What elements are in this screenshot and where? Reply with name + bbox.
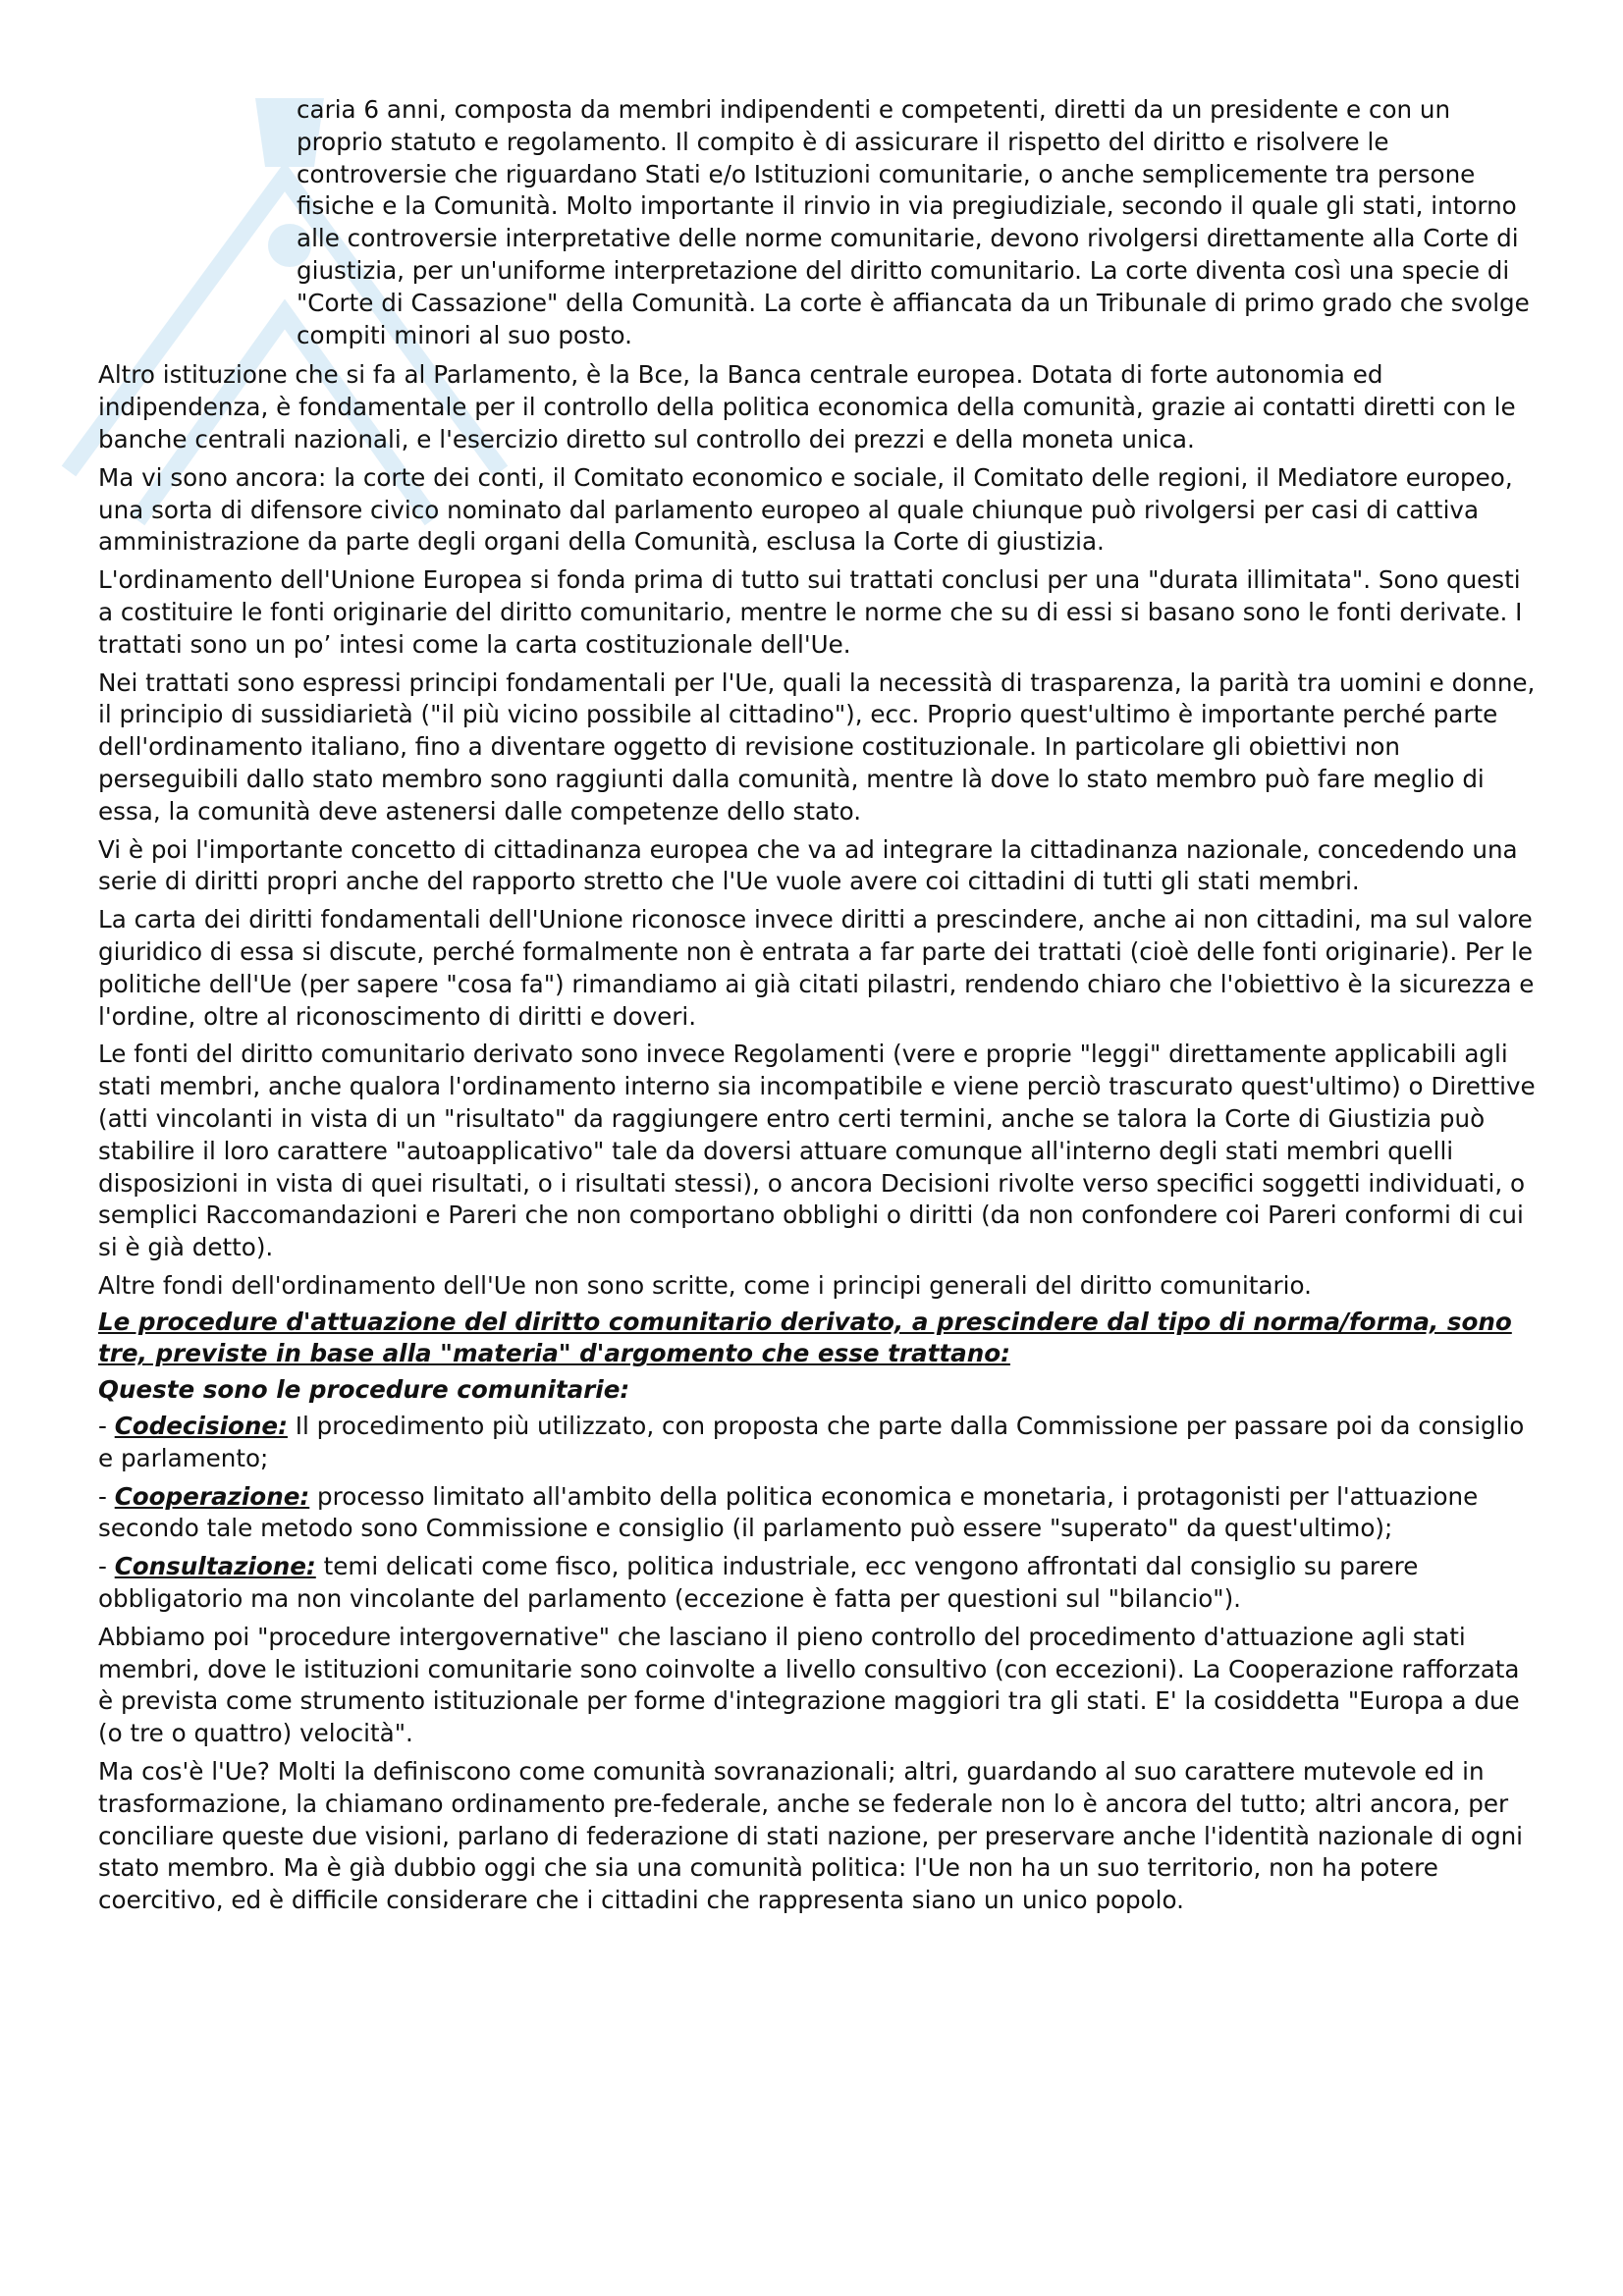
list-item-cooperazione <box>98 1481 1542 1546</box>
text-cooperazione: processo limitato all'ambito della politica economica e monetaria, i protagonisti per l'attuazione secondo tale metodo sono Commissione e consiglio (il parlamento può essere "superato" da quest'ultimo); <box>98 1481 1479 1543</box>
list-item-codecisione <box>98 1411 1542 1475</box>
paragraph-fonti-derivate: Le fonti del diritto comunitario derivato sono invece Regolamenti (vere e proprie "leggi" direttamente applicabili agli stati membri, anche qualora l'ordinamento interno sia incompatibile e viene perciò trascurato quest'ultimo) o Direttive (atti vincolanti in vista di un "risultato" da raggiungere entro certi termini, anche se talora la Corte di Giustizia può stabilire il loro carattere "autoapplicativo" tale da doversi attuare comunque all'interno degli stati membri quelli disposizioni in vista di quei risultati, o i risultati stessi), o ancora Decisioni rivolte verso specifici soggetti individuati, o semplici Raccomandazioni e Pareri che non comportano obblighi o diritti (da non confondere coi Pareri conformi di cui si è già detto). <box>98 1040 1536 1262</box>
text-consultazione: temi delicati come fisco, politica industriale, ecc vengono affrontati dal consiglio su parere obbligatorio ma non vincolante del parlamento (eccezione è fatta per questioni sul "bilancio"). <box>98 1552 1419 1614</box>
paragraph-fonti-non-scritte: Altre fondi dell'ordinamento dell'Ue non sono scritte, come i principi generali del diritto comunitario. <box>98 1270 1312 1300</box>
list-dash: - <box>98 1412 115 1441</box>
paragraph-ordinamento: L'ordinamento dell'Unione Europea si fonda prima di tutto sui trattati conclusi per una "durata illimitata". Sono questi a costituire le fonti originarie del diritto comunitario, mentre le norme che su di essi si basano sono le fonti derivate. I trattati sono un po’ intesi come la carta costituzionale dell'Ue. <box>98 565 1523 659</box>
list-item-consultazione <box>98 1551 1542 1616</box>
text-codecisione: Il procedimento più utilizzato, con proposta che parte dalla Commissione per passare poi da consiglio e parlamento; <box>98 1412 1525 1472</box>
list-dash: - <box>98 1552 115 1581</box>
paragraph-carta-diritti: La carta dei diritti fondamentali dell'Unione riconosce invece diritti a prescindere, anche ai non cittadini, ma sul valore giuridico di essa si discute, perché formalmente non è entrata a far parte dei trattati (cioè delle fonti originarie). Per le politiche dell'Ue (per sapere "cosa fa") rimandiamo ai già citati pilastri, rendendo chiaro che l'obiettivo è la sicurezza e l'ordine, oltre al riconoscimento di diritti e doveri. <box>98 905 1535 1031</box>
term-cooperazione: Cooperazione: <box>114 1481 310 1511</box>
paragraph-corte-giustizia: caria 6 anni, composta da membri indipendenti e competenti, diretti da un presidente e con un proprio statuto e regolamento. Il compito è di assicurare il rispetto del diritto e risolvere le controversie che riguardano Stati e/o Istituzioni comunitarie, o anche semplicemente tra persone fisiche e la Comunità. Molto importante il rinvio in via pregiudiziale, secondo il quale gli stati, intorno alle controversie interpretative delle norme comunitarie, devono rivolgersi direttamente alla Corte di giustizia, per un'uniforme interpretazione del diritto comunitario. La corte diventa così una specie di "Corte di Cassazione" della Comunità. La corte è affiancata da un Tribunale di primo grado che svolge compiti minori al suo posto. <box>297 95 1530 349</box>
document-body <box>98 94 1542 1923</box>
paragraph-cittadinanza: Vi è poi l'importante concetto di cittadinanza europea che va ad integrare la cittadinanza nazionale, concedendo una serie di diritti propri anche del rapporto stretto che l'Ue vuole avere coi cittadini di tutti gli stati membri. <box>98 834 1518 896</box>
paragraph-bce: Altro istituzione che si fa al Parlamento, è la Bce, la Banca centrale europea. Dotata di forte autonomia ed indipendenza, è fondamentale per il controllo della politica economica della comunità, grazie ai contatti diretti con le banche centrali nazionali, e l'esercizio diretto sul controllo dei prezzi e della moneta unica. <box>98 360 1516 454</box>
paragraph-altri-organi: Ma vi sono ancora: la corte dei conti, il Comitato economico e sociale, il Comitato delle regioni, il Mediatore europeo, una sorta di difensore civico nominato dal parlamento europeo al quale chiunque può rivolgersi per casi di cattiva amministrazione da parte degli organi della Comunità, esclusa la Corte di giustizia. <box>98 462 1513 557</box>
paragraph-cos-e-ue: Ma cos'è l'Ue? Molti la definiscono come comunità sovranazionali; altri, guardando al suo carattere mutevole ed in trasformazione, la chiamano ordinamento pre-federale, anche se federale non lo è ancora del tutto; altri ancora, per conciliare queste due visioni, parlano di federazione di stati nazione, per preservare anche l'identità nazionale di ogni stato membro. Ma è già dubbio oggi che sia una comunità politica: l'Ue non ha un suo territorio, non ha potere coercitivo, ed è difficile considerare che i cittadini che rappresenta siano un unico popolo. <box>98 1757 1524 1915</box>
term-codecisione: Codecisione: <box>114 1412 288 1441</box>
term-consultazione: Consultazione: <box>114 1552 316 1581</box>
section-heading-procedure: Le procedure d'attuazione del diritto comunitario derivato, a prescindere dal tipo di norma/forma, sono tre, previste in base alla "materia" d'argomento che esse trattano: <box>98 1307 1512 1368</box>
paragraph-procedure-intergovernative: Abbiamo poi "procedure intergovernative" che lasciano il pieno controllo del procedimento d'attuazione agli stati membri, dove le istituzioni comunitarie sono coinvolte a livello consultivo (con eccezioni). La Cooperazione rafforzata è prevista come strumento istituzionale per forme d'integrazione maggiori tra gli stati. E' la cosiddetta "Europa a due (o tre o quattro) velocità". <box>98 1622 1520 1748</box>
section-subheading-procedure: Queste sono le procedure comunitarie: <box>98 1375 630 1405</box>
paragraph-principi: Nei trattati sono espressi principi fondamentali per l'Ue, quali la necessità di trasparenza, la parità tra uomini e donne, il principio di sussidiarietà ("il più vicino possibile al cittadino"), ecc. Proprio quest'ultimo è importante perché parte dell'ordinamento italiano, fino a diventare oggetto di revisione costituzionale. In particolare gli obiettivi non perseguibili dallo stato membro sono raggiunti dalla comunità, mentre là dove lo stato membro può fare meglio di essa, la comunità deve astenersi dalle competenze dello stato. <box>98 667 1536 826</box>
list-dash: - <box>98 1481 115 1511</box>
